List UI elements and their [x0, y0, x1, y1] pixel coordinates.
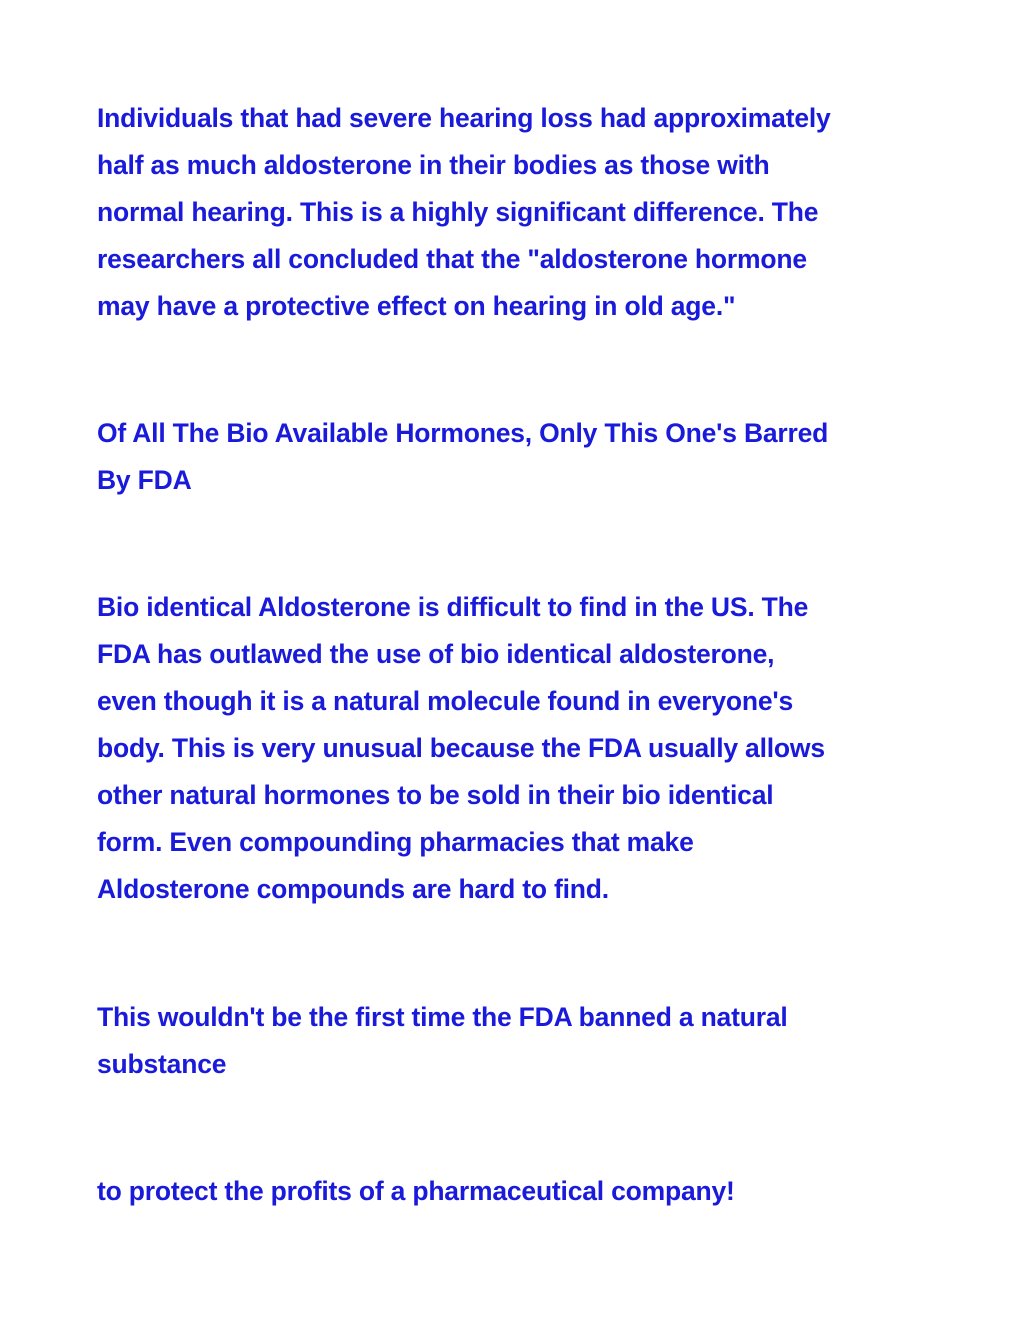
text-line: half as much aldosterone in their bodies as those with: [97, 150, 770, 180]
text-line: may have a protective effect on hearing in old age.": [97, 291, 736, 321]
text-line: to protect the profits of a pharmaceutical company!: [97, 1176, 735, 1206]
text-line: form. Even compounding pharmacies that make: [97, 827, 694, 857]
text-line: researchers all concluded that the "aldosterone hormone: [97, 244, 807, 274]
text-line: By FDA: [97, 465, 192, 495]
text-line: This wouldn't be the first time the FDA banned a natural: [97, 1002, 788, 1032]
text-line: Aldosterone compounds are hard to find.: [97, 874, 609, 904]
text-line: FDA has outlawed the use of bio identical aldosterone,: [97, 639, 775, 669]
text-line: substance: [97, 1049, 227, 1079]
text-line: even though it is a natural molecule found in everyone's: [97, 686, 794, 716]
text-line: Bio identical Aldosterone is difficult to find in the US. The: [97, 592, 809, 622]
paragraph-fda-outlawed: [97, 584, 927, 913]
text-line: normal hearing. This is a highly significant difference. The: [97, 197, 819, 227]
text-line: body. This is very unusual because the FDA usually allows: [97, 733, 825, 763]
text-line: other natural hormones to be sold in their bio identical: [97, 780, 774, 810]
closing-statement: [97, 1168, 927, 1215]
text-line: Individuals that had severe hearing loss had approximately: [97, 103, 831, 133]
heading-bio-available-hormones: [97, 410, 927, 504]
text-line: Of All The Bio Available Hormones, Only This One's Barred: [97, 418, 829, 448]
paragraph-hearing-loss: [97, 95, 927, 330]
heading-fda-banned-substance: [97, 994, 927, 1088]
